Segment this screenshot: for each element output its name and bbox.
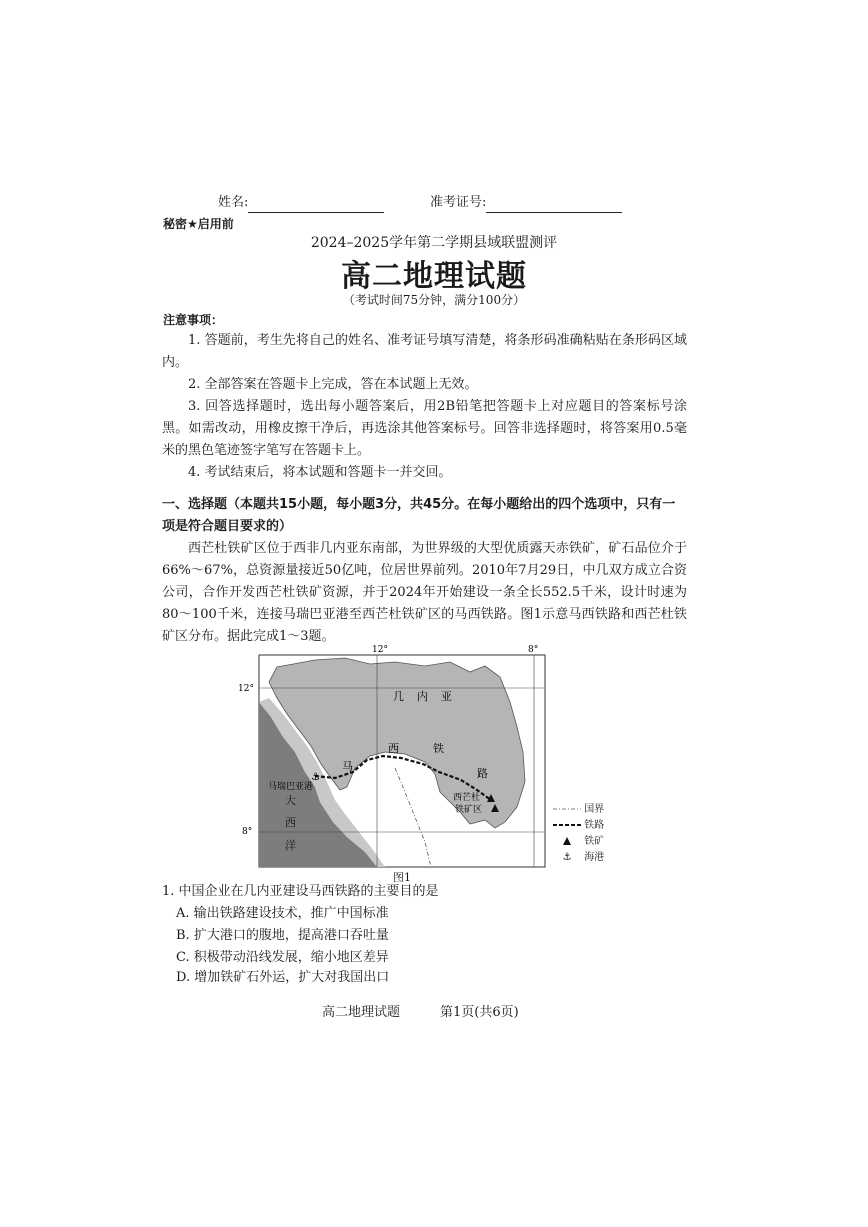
railway-char: 铁: [433, 742, 444, 755]
figure-map: [238, 642, 555, 872]
country-char: 内: [417, 690, 428, 703]
legend-label: 国界: [584, 804, 605, 815]
country-char: 亚: [441, 690, 452, 703]
ocean-char: 大: [285, 794, 296, 807]
legend-port: [553, 852, 604, 864]
lat-label-8: 8°: [242, 827, 253, 837]
ocean-char: 洋: [285, 839, 296, 852]
footer-subject: 高二地理试题: [322, 1005, 401, 1020]
exam-time-note: （考试时间75分钟，满分100分）: [342, 293, 526, 307]
legend-border: [553, 804, 604, 816]
section-heading: 一、选择题（本题共15小题，每小题3分，共45分。在每小题给出的四个选项中，只有一项是符合题目要求的）: [162, 497, 676, 534]
railway-char: 西: [388, 742, 399, 755]
railway-char: 马: [342, 760, 353, 773]
term-title: 2024–2025学年第二学期县域联盟测评: [310, 235, 558, 251]
notice-item: 3. 回答选择题时，选出每小题答案后，用2B铅笔把答题卡上对应题目的答案标号涂黑。如需改动，用橡皮擦干净后，再选涂其他答案标号。回答非选择题时，将答案用0.5毫米的黑色笔迹签字笔写在答题卡上。: [162, 399, 687, 458]
exam-no-blank: [486, 198, 622, 213]
passage: [162, 538, 687, 648]
legend-label: 铁路: [584, 820, 605, 831]
lon-label-12: 12°: [372, 645, 388, 655]
option-a: A. 输出铁路建设技术，推广中国标准: [176, 906, 389, 921]
option-c: C. 积极带动沿线发展，缩小地区差异: [176, 950, 389, 965]
lon-label-8: 8°: [528, 645, 539, 655]
mine-label: 西芒杜: [453, 793, 481, 803]
name-label: 姓名:: [218, 195, 249, 210]
notice-list: [162, 330, 687, 484]
exam-no-field: [430, 193, 622, 213]
passage-text: 西芒杜铁矿区位于西非几内亚东南部，为世界级的大型优质露天赤铁矿，矿石品位介于66%～67%，总资源量接近50亿吨，位居世界前列。2010年7月29日，中几双方成立合资公司，合作开发西芒杜铁矿资源，并于2024年开始建设一条全长552.5千米，设计时速为80～100千米，连接马瑞巴亚港至西芒杜铁矿区的马西铁路。图1示意马西铁路和西芒杜铁矿区分布。据此完成1～3题。: [162, 541, 687, 644]
country-char: 几: [393, 690, 404, 703]
legend-label: 铁矿: [584, 836, 605, 847]
notice-heading: 注意事项：: [163, 313, 224, 327]
exam-no-label: 准考证号:: [430, 195, 487, 210]
legend-label: 海港: [584, 852, 605, 863]
port-label: 马瑞巴亚港: [268, 782, 314, 792]
question-stem: 1. 中国企业在几内亚建设马西铁路的主要目的是: [162, 884, 439, 899]
page-title: 高二地理试题: [341, 259, 527, 294]
notice-item: 1. 答题前，考生先将自己的姓名、准考证号填写清楚，将条形码准确粘贴在条形码区域内。: [162, 333, 687, 370]
railway-char: 路: [477, 767, 488, 780]
notice-item: 4. 考试结束后，将本试题和答题卡一并交回。: [188, 465, 452, 480]
notice-item: 2. 全部答案在答题卡上完成，答在本试题上无效。: [188, 377, 478, 392]
option-d: D. 增加铁矿石外运，扩大对我国出口: [176, 970, 390, 985]
footer-page: 第1页(共6页): [440, 1005, 519, 1020]
name-blank: [248, 198, 384, 213]
anchor-icon: ⚓: [562, 852, 572, 863]
port-anchor-icon: ⚓: [311, 772, 320, 783]
secret-mark: 秘密★启用前: [163, 217, 234, 231]
legend-railway: [553, 820, 604, 832]
lat-label-12: 12°: [238, 684, 254, 694]
option-b: B. 扩大港口的腹地，提高港口吞吐量: [176, 928, 389, 943]
legend-mine: [553, 836, 604, 848]
ocean-char: 西: [285, 816, 296, 829]
mine-label: 铁矿区: [455, 805, 483, 815]
name-field: [218, 193, 384, 213]
figure-caption: 图1: [393, 871, 411, 884]
mine-icon: [563, 837, 571, 845]
